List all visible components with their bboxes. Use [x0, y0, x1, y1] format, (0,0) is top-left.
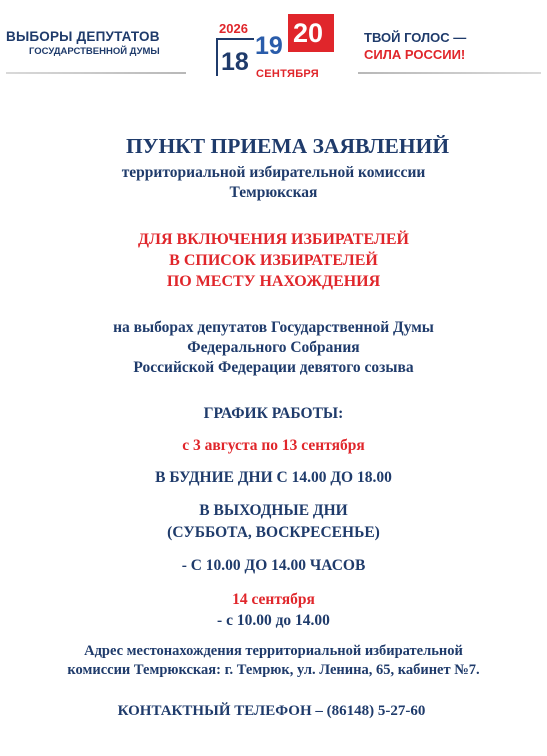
logo-month: СЕНТЯБРЯ: [256, 68, 319, 80]
schedule-weekend-label: В ВЫХОДНЫЕ ДНИ: [199, 502, 348, 519]
header-left-text: [6, 29, 160, 59]
slogan-line-2: СИЛА РОССИИ!: [364, 47, 466, 62]
logo-day-19: 19: [255, 32, 283, 60]
purpose-line-2: В СПИСОК ИЗБИРАТЕЛЕЙ: [169, 252, 378, 269]
header-elections-title: ВЫБОРЫ ДЕПУТАТОВ: [6, 29, 160, 44]
schedule-weekend-hours: - С 10.00 ДО 14.00 ЧАСОВ: [181, 557, 366, 574]
header-duma-title: ГОСУДАРСТВЕННОЙ ДУМЫ: [28, 46, 160, 57]
schedule-special-hours: - с 10.00 до 14.00: [217, 612, 330, 629]
election-line-3: Российской Федерации девятого созыва: [133, 359, 414, 376]
header-right-divider: [358, 72, 541, 74]
address-line-2: комиссии Темрюкская: г. Темрюк, ул. Ленина, 65, кабинет №7.: [67, 662, 480, 678]
address-line-1: Адрес местонахождения территориальной избирательной: [84, 643, 463, 659]
header-slogan: [364, 29, 466, 63]
purpose-line-3: ПО МЕСТУ НАХОЖДЕНИЯ: [166, 273, 381, 290]
schedule-weekend-days: (СУББОТА, ВОСКРЕСЕНЬЕ): [167, 524, 380, 541]
commission-line-1: территориальной избирательной комиссии: [121, 164, 426, 181]
logo-year: 2026: [219, 21, 248, 36]
header-banner: [0, 0, 547, 88]
contact-phone: КОНТАКТНЫЙ ТЕЛЕФОН – (86148) 5-27-60: [117, 703, 426, 719]
page-title: ПУНКТ ПРИЕМА ЗАЯВЛЕНИЙ: [125, 134, 450, 158]
schedule-heading: ГРАФИК РАБОТЫ:: [203, 405, 344, 422]
schedule-weekdays: В БУДНИЕ ДНИ С 14.00 ДО 18.00: [155, 469, 392, 486]
commission-line-2: Темрюкская: [229, 184, 318, 201]
purpose-line-1: ДЛЯ ВКЛЮЧЕНИЯ ИЗБИРАТЕЛЕЙ: [138, 231, 409, 248]
schedule-special-date: 14 сентября: [232, 591, 315, 608]
schedule-period: с 3 августа по 13 сентября: [182, 437, 365, 454]
logo-day-18: 18: [221, 48, 249, 76]
logo-day-20: 20: [293, 18, 324, 48]
header-left-divider: [6, 72, 186, 74]
election-dates-logo: [208, 12, 340, 86]
election-line-2: Федерального Собрания: [187, 339, 360, 356]
election-line-1: на выборах депутатов Государственной Думы: [113, 319, 434, 336]
slogan-line-1: ТВОЙ ГОЛОС —: [364, 30, 467, 45]
